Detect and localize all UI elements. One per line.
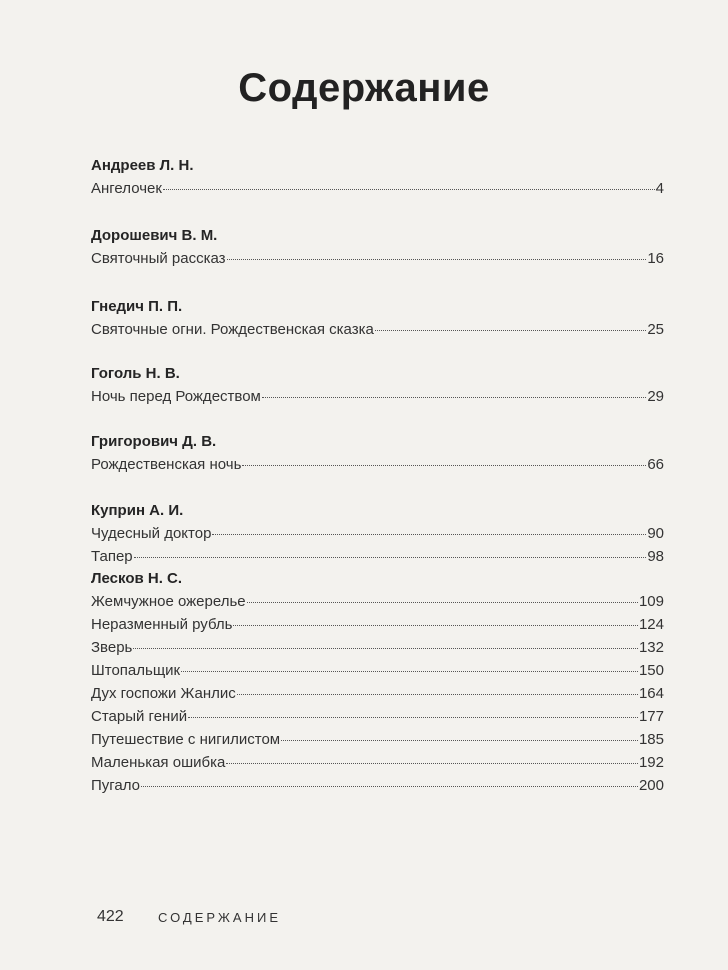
entry-page-number: 25 (647, 321, 664, 338)
dot-leader (262, 397, 646, 398)
toc-entry (91, 777, 664, 794)
entry-title: Маленькая ошибка (91, 754, 226, 771)
entry-title: Святочный рассказ (91, 250, 226, 267)
toc-entry (91, 685, 664, 702)
toc-entry (91, 754, 664, 771)
entry-title: Жемчужное ожерелье (91, 593, 246, 610)
dot-leader (212, 534, 646, 535)
toc-entry (91, 456, 664, 473)
entry-page-number: 177 (638, 708, 664, 725)
author-heading: Дорошевич В. М. (91, 227, 218, 244)
dot-leader (134, 557, 647, 558)
dot-leader (247, 602, 638, 603)
entry-title: Ангелочек (91, 180, 162, 197)
toc-entry (91, 321, 664, 338)
entry-page-number: 98 (647, 548, 664, 565)
entry-page-number: 66 (647, 456, 664, 473)
entry-title: Пугало (91, 777, 141, 794)
author-heading: Григорович Д. В. (91, 433, 217, 450)
toc-entry (91, 525, 664, 542)
entry-title: Путешествие с нигилистом (91, 731, 281, 748)
author-heading: Андреев Л. Н. (91, 157, 194, 174)
dot-leader (237, 694, 638, 695)
toc-entry (91, 639, 664, 656)
entry-page-number: 109 (638, 593, 664, 610)
entry-title: Чудесный доктор (91, 525, 212, 542)
toc-entry (91, 180, 664, 197)
dot-leader (133, 648, 638, 649)
toc-entry (91, 616, 664, 633)
dot-leader (375, 330, 646, 331)
entry-page-number: 192 (638, 754, 664, 771)
toc-entry (91, 388, 664, 405)
dot-leader (242, 465, 646, 466)
entry-title: Святочные огни. Рождественская сказка (91, 321, 374, 338)
entry-page-number: 90 (647, 525, 664, 542)
page-title: Содержание (238, 66, 490, 110)
page-number: 422 (97, 908, 124, 925)
dot-leader (227, 259, 647, 260)
entry-page-number: 4 (655, 180, 664, 197)
toc-entry (91, 731, 664, 748)
entry-title: Рождественская ночь (91, 456, 242, 473)
toc-entry (91, 548, 664, 565)
entry-page-number: 124 (638, 616, 664, 633)
entry-title: Штопальщик (91, 662, 181, 679)
entry-title: Ночь перед Рождеством (91, 388, 261, 405)
author-heading: Гоголь Н. В. (91, 365, 180, 382)
toc-entry (91, 662, 664, 679)
entry-title: Неразменный рубль (91, 616, 233, 633)
entry-page-number: 185 (638, 731, 664, 748)
dot-leader (188, 717, 638, 718)
author-heading: Гнедич П. П. (91, 298, 183, 315)
entry-page-number: 16 (647, 250, 664, 267)
entry-title: Зверь (91, 639, 133, 656)
entry-page-number: 132 (638, 639, 664, 656)
running-head: СОДЕРЖАНИЕ (158, 910, 282, 925)
dot-leader (281, 740, 638, 741)
toc-entry (91, 708, 664, 725)
author-heading: Куприн А. И. (91, 502, 184, 519)
entry-page-number: 200 (638, 777, 664, 794)
dot-leader (141, 786, 638, 787)
toc-entry (91, 250, 664, 267)
entry-page-number: 164 (638, 685, 664, 702)
dot-leader (181, 671, 638, 672)
entry-title: Старый гений (91, 708, 188, 725)
author-heading: Лесков Н. С. (91, 570, 183, 587)
entry-title: Дух госпожи Жанлис (91, 685, 236, 702)
toc-entry (91, 593, 664, 610)
entry-page-number: 29 (647, 388, 664, 405)
dot-leader (163, 189, 655, 190)
dot-leader (233, 625, 638, 626)
entry-page-number: 150 (638, 662, 664, 679)
dot-leader (226, 763, 638, 764)
entry-title: Тапер (91, 548, 133, 565)
